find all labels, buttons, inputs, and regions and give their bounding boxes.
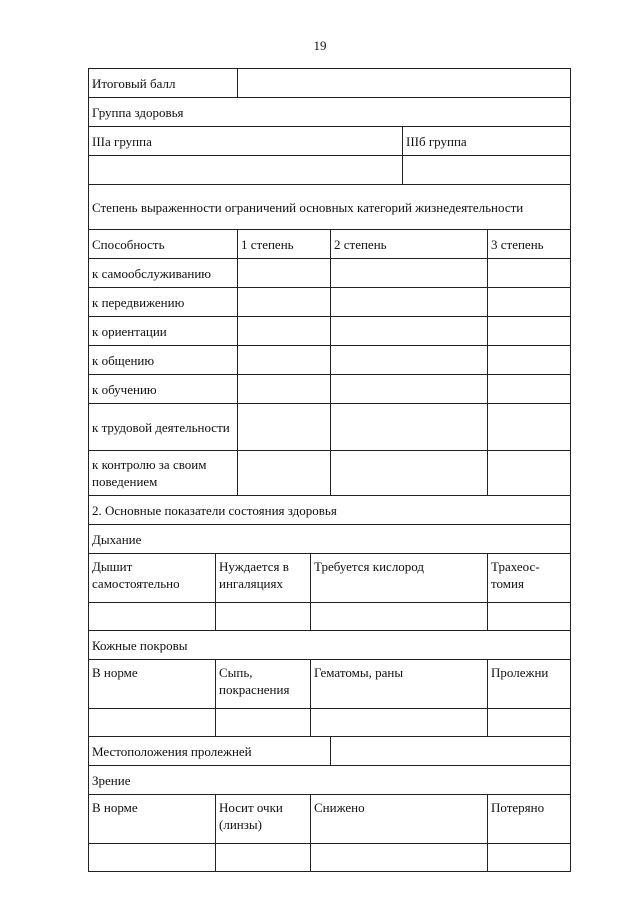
bedsores-location-field[interactable] bbox=[331, 737, 571, 766]
degree-3-cell[interactable] bbox=[488, 288, 571, 317]
limitation-label: к общению bbox=[89, 346, 238, 375]
skin-option: Гематомы, раны bbox=[311, 660, 488, 709]
skin-value-cell[interactable] bbox=[89, 709, 216, 737]
breathing-title-row bbox=[89, 525, 571, 554]
limitation-row-movement bbox=[89, 288, 571, 317]
limitation-label: к передвижению bbox=[89, 288, 238, 317]
degree-1-cell[interactable] bbox=[238, 346, 331, 375]
degree-2-cell[interactable] bbox=[331, 259, 488, 288]
limitation-row-behavior bbox=[89, 451, 571, 496]
breathing-option: Дышит самостоятельно bbox=[89, 554, 216, 603]
limitation-row-learning bbox=[89, 375, 571, 404]
total-score-field[interactable] bbox=[238, 69, 571, 98]
vision-title: Зрение bbox=[89, 766, 571, 795]
degree-2-cell[interactable] bbox=[331, 375, 488, 404]
breathing-option: Трахеос-томия bbox=[488, 554, 571, 603]
section2-title: 2. Основные показатели состояния здоровья bbox=[89, 496, 571, 525]
degree-3-header: 3 степень bbox=[488, 230, 571, 259]
vision-options-row bbox=[89, 795, 571, 844]
degree-1-cell[interactable] bbox=[238, 259, 331, 288]
degree-2-cell[interactable] bbox=[331, 404, 488, 451]
vision-value-cell[interactable] bbox=[488, 844, 571, 872]
breathing-option: Требуется кислород bbox=[311, 554, 488, 603]
section2-title-row bbox=[89, 496, 571, 525]
degree-1-cell[interactable] bbox=[238, 375, 331, 404]
vision-option: Снижено bbox=[311, 795, 488, 844]
group-3a-label: IIIа группа bbox=[89, 127, 403, 156]
breathing-values-row bbox=[89, 603, 571, 631]
limitation-label: к контролю за своим поведением bbox=[89, 451, 238, 496]
health-group-title-row bbox=[89, 98, 571, 127]
degree-1-cell[interactable] bbox=[238, 451, 331, 496]
health-group-options-row bbox=[89, 127, 571, 156]
breathing-value-cell[interactable] bbox=[89, 603, 216, 631]
degree-1-cell[interactable] bbox=[238, 404, 331, 451]
breathing-value-cell[interactable] bbox=[488, 603, 571, 631]
vision-option: В норме bbox=[89, 795, 216, 844]
group-3b-label: IIIб группа bbox=[403, 127, 571, 156]
breathing-option: Нуждается в ингаляциях bbox=[216, 554, 311, 603]
bedsores-location-label: Местоположения пролежней bbox=[89, 737, 331, 766]
vision-value-cell[interactable] bbox=[216, 844, 311, 872]
vision-values-row bbox=[89, 844, 571, 872]
degree-2-cell[interactable] bbox=[331, 317, 488, 346]
health-group-values-row bbox=[89, 156, 571, 185]
breathing-value-cell[interactable] bbox=[216, 603, 311, 631]
degree-3-cell[interactable] bbox=[488, 451, 571, 496]
breathing-title: Дыхание bbox=[89, 525, 571, 554]
group-3b-field[interactable] bbox=[403, 156, 571, 185]
group-3a-field[interactable] bbox=[89, 156, 403, 185]
limitations-header-row bbox=[89, 230, 571, 259]
degree-2-cell[interactable] bbox=[331, 451, 488, 496]
skin-options-row bbox=[89, 660, 571, 709]
skin-values-row bbox=[89, 709, 571, 737]
limitations-title-row bbox=[89, 185, 571, 230]
breathing-options-row bbox=[89, 554, 571, 603]
degree-2-cell[interactable] bbox=[331, 288, 488, 317]
degree-1-cell[interactable] bbox=[238, 317, 331, 346]
assessment-form bbox=[88, 68, 571, 872]
degree-2-header: 2 степень bbox=[331, 230, 488, 259]
skin-option: Пролежни bbox=[488, 660, 571, 709]
skin-value-cell[interactable] bbox=[311, 709, 488, 737]
limitation-row-communication bbox=[89, 346, 571, 375]
skin-option: Сыпь, покраснения bbox=[216, 660, 311, 709]
degree-1-header: 1 степень bbox=[238, 230, 331, 259]
degree-3-cell[interactable] bbox=[488, 259, 571, 288]
limitation-row-work bbox=[89, 404, 571, 451]
degree-3-cell[interactable] bbox=[488, 375, 571, 404]
limitation-label: к ориентации bbox=[89, 317, 238, 346]
skin-value-cell[interactable] bbox=[216, 709, 311, 737]
total-score-label: Итоговый балл bbox=[89, 69, 238, 98]
limitation-label: к трудовой деятельности bbox=[89, 404, 238, 451]
limitation-row-orientation bbox=[89, 317, 571, 346]
vision-option: Носит очки (линзы) bbox=[216, 795, 311, 844]
vision-title-row bbox=[89, 766, 571, 795]
page-number: 19 bbox=[313, 38, 327, 53]
health-group-title: Группа здоровья bbox=[89, 98, 571, 127]
vision-value-cell[interactable] bbox=[311, 844, 488, 872]
skin-title: Кожные покровы bbox=[89, 631, 571, 660]
breathing-value-cell[interactable] bbox=[311, 603, 488, 631]
bedsores-location-row bbox=[89, 737, 571, 766]
limitation-label: к самообслуживанию bbox=[89, 259, 238, 288]
limitation-row-self-care bbox=[89, 259, 571, 288]
skin-option: В норме bbox=[89, 660, 216, 709]
skin-value-cell[interactable] bbox=[488, 709, 571, 737]
skin-title-row bbox=[89, 631, 571, 660]
total-score-row bbox=[89, 69, 571, 98]
vision-value-cell[interactable] bbox=[89, 844, 216, 872]
limitations-title: Степень выраженности ограничений основных категорий жизнедеятельности bbox=[89, 185, 571, 230]
degree-1-cell[interactable] bbox=[238, 288, 331, 317]
degree-3-cell[interactable] bbox=[488, 317, 571, 346]
ability-header: Способность bbox=[89, 230, 238, 259]
limitation-label: к обучению bbox=[89, 375, 238, 404]
degree-2-cell[interactable] bbox=[331, 346, 488, 375]
vision-option: Потеряно bbox=[488, 795, 571, 844]
degree-3-cell[interactable] bbox=[488, 346, 571, 375]
degree-3-cell[interactable] bbox=[488, 404, 571, 451]
